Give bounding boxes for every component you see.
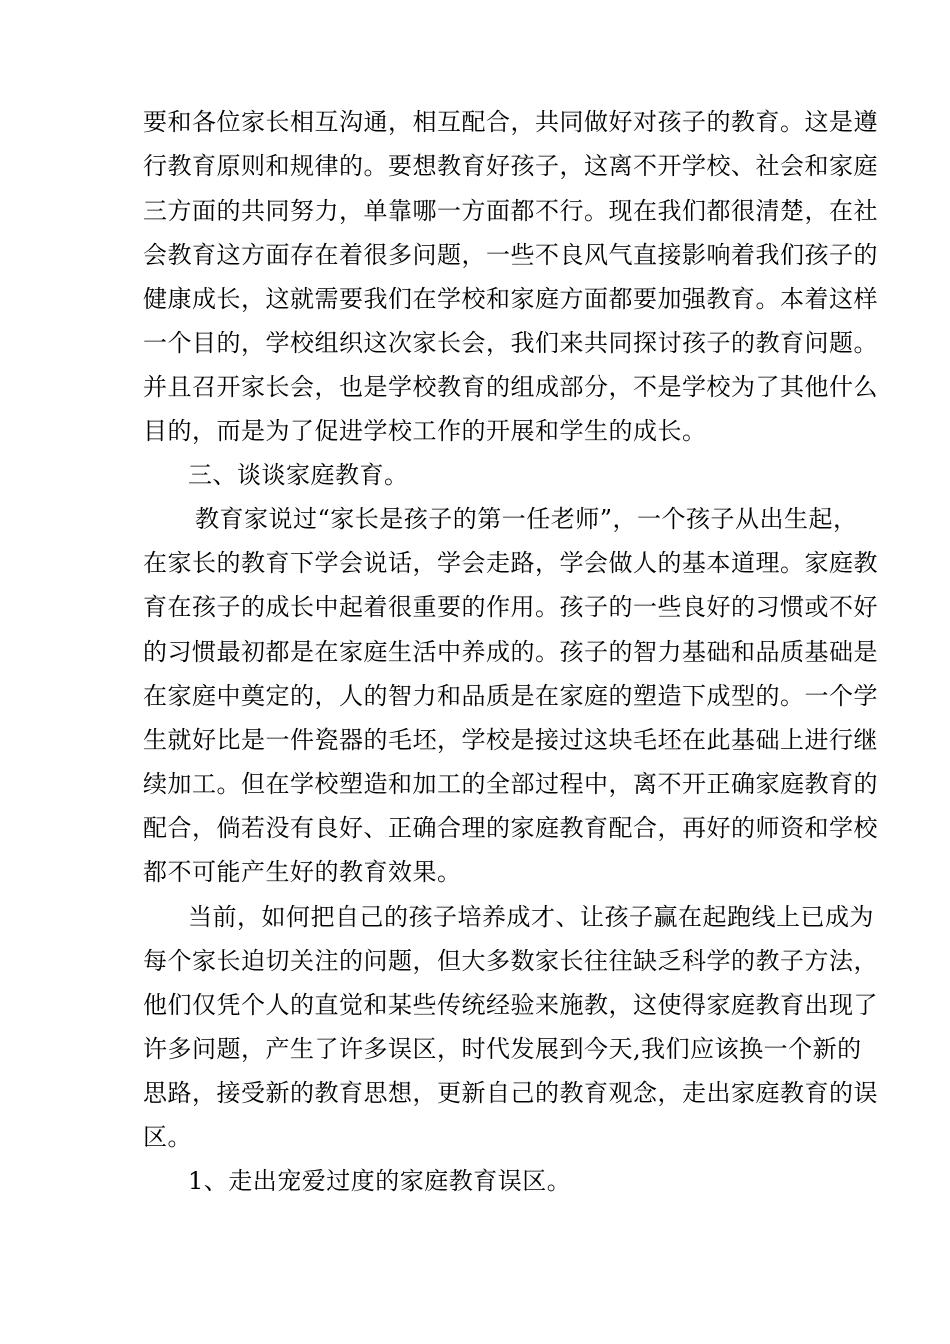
text-line: 的习惯最初都是在家庭生活中养成的。孩子的智力基础和品质基础是	[143, 638, 878, 666]
text-line: 生就好比是一件瓷器的毛坯，学校是接过这块毛坯在此基础上进行继	[143, 726, 878, 754]
text-line: 许多问题，产生了许多误区，时代发展到今天,我们应该换一个新的	[143, 1035, 862, 1063]
text-line: 一个目的，学校组织这次家长会，我们来共同探讨孩子的教育问题。	[143, 329, 878, 357]
section-heading: 三、谈谈家庭教育。	[188, 461, 409, 489]
text-line: 续加工。但在学校塑造和加工的全部过程中，离不开正确家庭教育的	[143, 770, 878, 798]
text-line: 都不可能产生好的教育效果。	[143, 858, 462, 886]
text-line: 在家庭中奠定的，人的智力和品质是在家庭的塑造下成型的。一个学	[143, 682, 878, 710]
text-line: 育在孩子的成长中起着很重要的作用。孩子的一些良好的习惯或不好	[143, 593, 878, 621]
subsection-heading: 1、走出宠爱过度的家庭教育误区。	[188, 1167, 572, 1195]
text-line: 区。	[143, 1123, 192, 1151]
text-line: 配合，倘若没有良好、正确合理的家庭教育配合，再好的师资和学校	[143, 814, 878, 842]
text-line: 并且召开家长会，也是学校教育的组成部分，不是学校为了其他什么	[143, 373, 878, 401]
text-line: 会教育这方面存在着很多问题，一些不良风气直接影响着我们孩子的	[143, 241, 878, 269]
text-line: 每个家长迫切关注的问题，但大多数家长往往缺乏科学的教子方法，	[143, 947, 878, 975]
text-line: 三方面的共同努力，单靠哪一方面都不行。现在我们都很清楚，在社	[143, 197, 878, 225]
text-line: 他们仅凭个人的直觉和某些传统经验来施教，这使得家庭教育出现了	[143, 991, 878, 1019]
text-line: 思路，接受新的教育思想，更新自己的教育观念，走出家庭教育的误	[143, 1079, 878, 1107]
text-line: 健康成长，这就需要我们在学校和家庭方面都要加强教育。本着这样	[143, 285, 878, 313]
text-line: 教育家说过“家长是孩子的第一任老师”，一个孩子从出生起，	[195, 505, 858, 533]
text-line: 在家长的教育下学会说话，学会走路，学会做人的基本道理。家庭教	[143, 549, 878, 577]
text-line: 行教育原则和规律的。要想教育好孩子，这离不开学校、社会和家庭	[143, 152, 878, 180]
text-line: 要和各位家长相互沟通，相互配合，共同做好对孩子的教育。这是遵	[143, 108, 878, 136]
text-line: 当前，如何把自己的孩子培养成才、让孩子赢在起跑线上已成为	[188, 903, 874, 931]
text-line: 目的，而是为了促进学校工作的开展和学生的成长。	[143, 417, 707, 445]
